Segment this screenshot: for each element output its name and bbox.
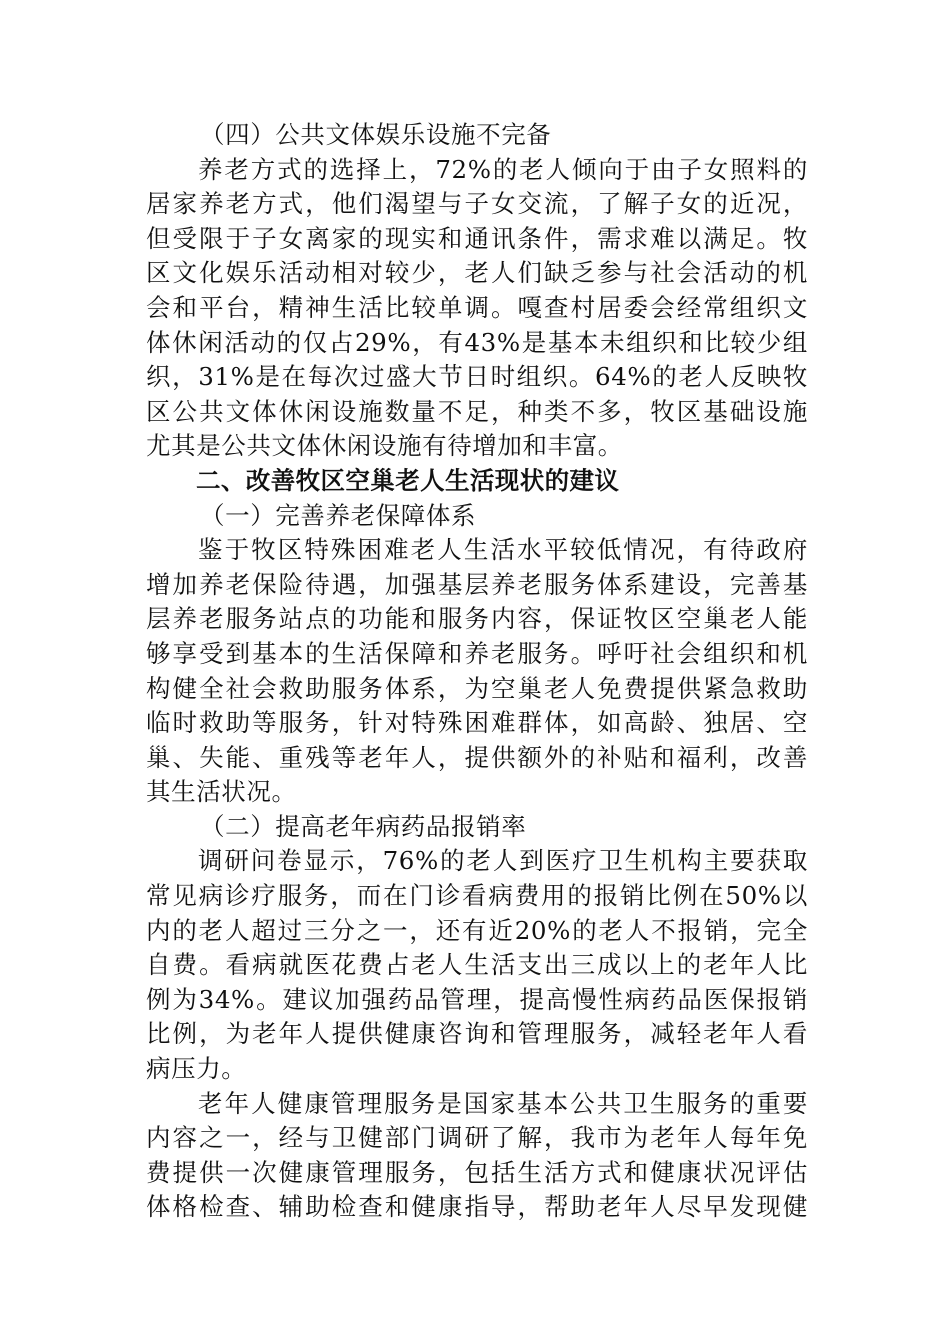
- paragraph-line: 体格检查、辅助检查和健康指导，帮助老年人尽早发现健: [146, 1192, 808, 1222]
- paragraph-first-line: 鉴于牧区特殊困难老人生活水平较低情况，有待政府: [198, 535, 808, 565]
- paragraph-last-line: 其生活状况。: [146, 777, 297, 807]
- paragraph-line: 临时救助等服务，针对特殊困难群体，如高龄、独居、空: [146, 708, 808, 738]
- paragraph-first-line: 老年人健康管理服务是国家基本公共卫生服务的重要: [198, 1088, 808, 1118]
- paragraph-line: 巢、失能、重残等老年人，提供额外的补贴和福利，改善: [146, 742, 808, 772]
- paragraph-first-line: 调研问卷显示，76%的老人到医疗卫生机构主要获取: [198, 846, 808, 876]
- section-heading: 二、改善牧区空巢老人生活现状的建议: [196, 465, 620, 495]
- subsection-heading: （四）公共文体娱乐设施不完备: [200, 120, 552, 149]
- paragraph-line: 增加养老保险待遇，加强基层养老服务体系建设，完善基: [146, 569, 808, 599]
- paragraph-line: 居家养老方式，他们渴望与子女交流，了解子女的近况，: [146, 189, 808, 219]
- paragraph-line: 构健全社会救助服务体系，为空巢老人免费提供紧急救助: [146, 673, 808, 703]
- paragraph-line: 例为34%。建议加强药品管理，提高慢性病药品医保报销: [146, 984, 808, 1014]
- paragraph-line: 比例，为老年人提供健康咨询和管理服务，减轻老年人看: [146, 1019, 808, 1049]
- paragraph-line: 内的老人超过三分之一，还有近20%的老人不报销，完全: [146, 915, 808, 945]
- paragraph-line: 费提供一次健康管理服务，包括生活方式和健康状况评估: [146, 1157, 808, 1187]
- paragraph-line: 内容之一，经与卫健部门调研了解，我市为老年人每年免: [146, 1123, 808, 1153]
- document-page: [146, 118, 808, 1225]
- subsection-heading: （二）提高老年病药品报销率: [200, 811, 527, 841]
- paragraph-line: 常见病诊疗服务，而在门诊看病费用的报销比例在50%以: [146, 881, 808, 911]
- paragraph-line: 层养老服务站点的功能和服务内容，保证牧区空巢老人能: [146, 604, 808, 634]
- paragraph-first-line: 养老方式的选择上，72%的老人倾向于由子女照料的: [198, 154, 808, 184]
- paragraph-line: 织，31%是在每次过盛大节日时组织。64%的老人反映牧: [146, 362, 808, 392]
- paragraph-line: 会和平台，精神生活比较单调。嘎查村居委会经常组织文: [146, 292, 808, 322]
- paragraph-line: 区文化娱乐活动相对较少，老人们缺乏参与社会活动的机: [146, 258, 808, 288]
- paragraph-line: 自费。看病就医花费占老人生活支出三成以上的老年人比: [146, 950, 808, 980]
- paragraph-line: 区公共文体休闲设施数量不足，种类不多，牧区基础设施: [146, 396, 808, 426]
- subsection-heading: （一）完善养老保障体系: [200, 500, 477, 530]
- paragraph-line: 但受限于子女离家的现实和通讯条件，需求难以满足。牧: [146, 223, 808, 253]
- paragraph-line: 够享受到基本的生活保障和养老服务。呼吁社会组织和机: [146, 638, 808, 668]
- paragraph-last-line: 病压力。: [146, 1054, 247, 1084]
- paragraph-last-line: 尤其是公共文体休闲设施有待增加和丰富。: [146, 431, 623, 461]
- paragraph-line: 体休闲活动的仅占29%，有43%是基本未组织和比较少组: [146, 327, 808, 357]
